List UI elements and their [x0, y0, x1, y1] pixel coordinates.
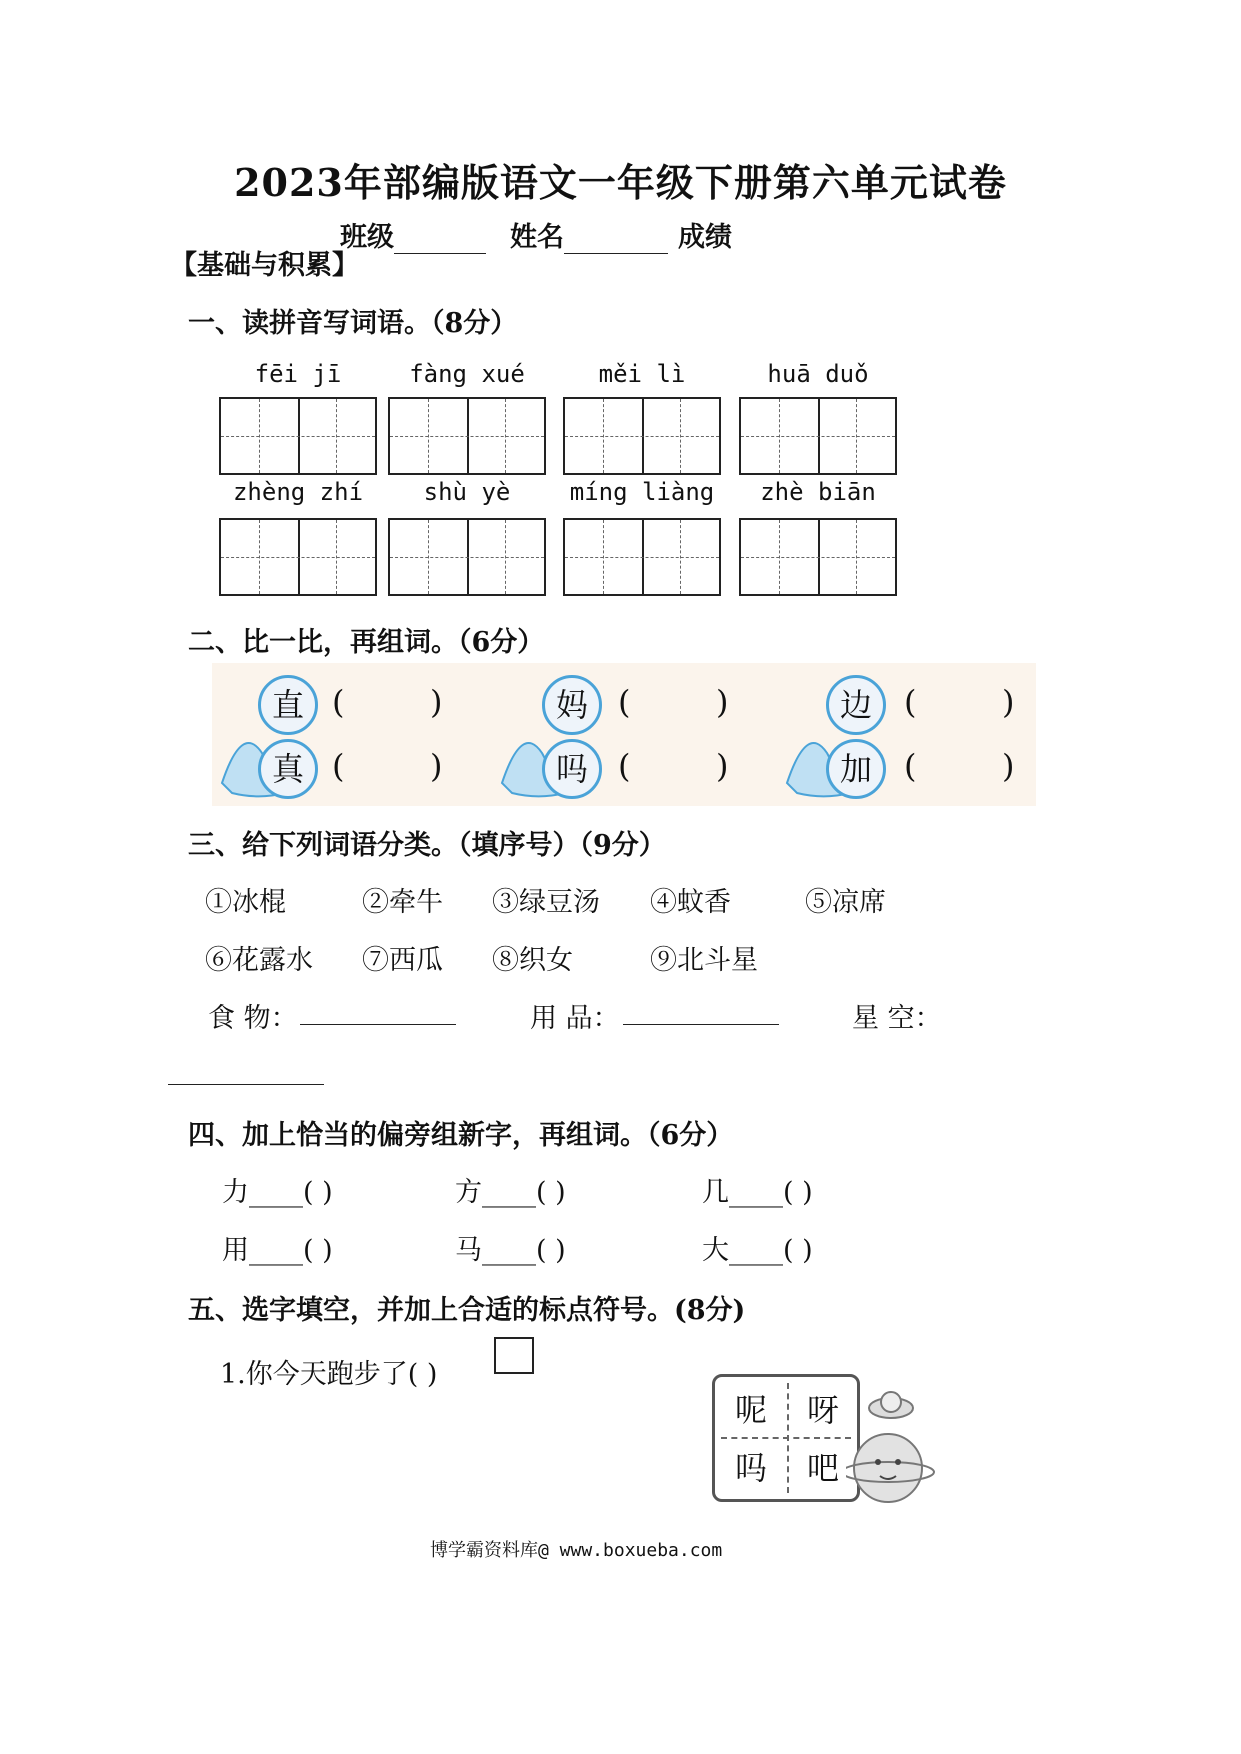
paren-open: ( — [332, 747, 345, 785]
compare-char-bottom-2: 吗 — [542, 739, 602, 799]
option-1: ①冰棍 — [205, 887, 286, 918]
paren-close: ) — [1002, 683, 1015, 721]
paren-open: ( — [904, 747, 917, 785]
radical-char: 方 — [455, 1177, 482, 1208]
radical-blank[interactable]: ____( ) — [482, 1235, 566, 1266]
radical-char: 大 — [702, 1235, 729, 1266]
paren-close: ) — [430, 683, 443, 721]
radical-item-1 — [222, 1170, 333, 1209]
pinyin-label: shù yè — [423, 478, 511, 506]
sentence-1: 1.你今天跑步了( ) — [220, 1359, 438, 1390]
footer-watermark: 博学霸资料库@ www.boxueba.com — [430, 1540, 723, 1561]
option-9: ⑨北斗星 — [650, 945, 758, 976]
class-blank[interactable] — [394, 227, 486, 254]
paren-open: ( — [904, 683, 917, 721]
paren-open: ( — [618, 747, 631, 785]
choice-char: 吧 — [806, 1449, 839, 1487]
paren-close: ) — [716, 683, 729, 721]
radical-blank[interactable]: ____( ) — [249, 1235, 333, 1266]
option-2: ②牵牛 — [362, 887, 443, 918]
radical-blank[interactable]: ____( ) — [482, 1177, 566, 1208]
option-3: ③绿豆汤 — [492, 887, 600, 918]
writing-grid[interactable] — [388, 397, 546, 475]
writing-grid[interactable] — [739, 397, 897, 475]
name-blank[interactable] — [564, 227, 668, 254]
q2-heading: 二、比一比，再组词。（6分） — [188, 627, 545, 658]
pinyin-label: měi lì — [598, 360, 686, 388]
class-field — [340, 215, 486, 254]
radical-char: 几 — [702, 1177, 729, 1208]
pinyin-label: fēi jī — [254, 360, 342, 388]
writing-grid[interactable] — [219, 518, 377, 596]
page-title: 2023年部编版语文一年级下册第六单元试卷 — [234, 160, 1007, 205]
option-7: ⑦西瓜 — [362, 945, 443, 976]
writing-grid[interactable] — [388, 518, 546, 596]
paren-close: ) — [430, 747, 443, 785]
pinyin-label: zhèng zhí — [232, 478, 364, 506]
category-sky-label: 星 空： — [852, 1003, 942, 1034]
compare-char-bottom-1: 真 — [258, 739, 318, 799]
option-6: ⑥花露水 — [205, 945, 313, 976]
writing-grid[interactable] — [563, 518, 721, 596]
writing-grid[interactable] — [563, 397, 721, 475]
radical-blank[interactable]: ____( ) — [249, 1177, 333, 1208]
compare-char-top-2: 妈 — [542, 675, 602, 735]
compare-char-top-1: 直 — [258, 675, 318, 735]
choice-char: 呀 — [806, 1391, 839, 1429]
compare-char-top-3: 边 — [826, 675, 886, 735]
choice-char: 呢 — [734, 1391, 767, 1429]
q4-heading: 四、加上恰当的偏旁组新字，再组词。（6分） — [188, 1120, 734, 1151]
part-label: 【基础与积累】 — [170, 250, 359, 281]
option-4: ④蚊香 — [650, 887, 731, 918]
radical-item-4 — [222, 1228, 333, 1267]
paren-open: ( — [332, 683, 345, 721]
paren-open: ( — [618, 683, 631, 721]
pinyin-label: zhè biān — [760, 478, 876, 506]
choice-char: 吗 — [734, 1449, 767, 1487]
category-sky-blank[interactable] — [168, 1058, 324, 1085]
choice-card — [712, 1374, 860, 1502]
radical-item-5 — [455, 1228, 566, 1267]
pinyin-label: míng liàng — [569, 478, 715, 506]
compare-panel — [212, 663, 1036, 806]
q1-heading: 一、读拼音写词语。（8分） — [188, 308, 518, 339]
name-label: 姓名 — [510, 222, 564, 253]
category-goods-blank[interactable] — [623, 998, 779, 1025]
radical-char: 用 — [222, 1235, 249, 1266]
q3-heading: 三、给下列词语分类。（填序号）（9分） — [188, 830, 666, 861]
radical-item-3 — [702, 1170, 813, 1209]
pinyin-label: fàng xué — [409, 360, 525, 388]
pinyin-label: huā duǒ — [767, 360, 869, 388]
compare-char-bottom-3: 加 — [826, 739, 886, 799]
option-5: ⑤凉席 — [805, 887, 886, 918]
writing-grid[interactable] — [739, 518, 897, 596]
radical-blank[interactable]: ____( ) — [729, 1177, 813, 1208]
category-goods-label: 用 品： — [530, 1003, 620, 1034]
radical-item-2 — [455, 1170, 566, 1209]
radical-blank[interactable]: ____( ) — [729, 1235, 813, 1266]
radical-item-6 — [702, 1228, 813, 1267]
writing-grid[interactable] — [219, 397, 377, 475]
score-label: 成绩 — [678, 222, 732, 253]
class-label: 班级 — [340, 222, 394, 253]
paren-close: ) — [716, 747, 729, 785]
option-8: ⑧织女 — [492, 945, 573, 976]
radical-char: 力 — [222, 1177, 249, 1208]
category-food-blank[interactable] — [300, 998, 456, 1025]
name-field — [510, 215, 668, 254]
radical-char: 马 — [455, 1235, 482, 1266]
category-food-label: 食 物： — [208, 1003, 298, 1034]
paren-close: ) — [1002, 747, 1015, 785]
q5-heading: 五、选字填空，并加上合适的标点符号。(8分) — [188, 1295, 746, 1326]
planet-icon — [846, 1380, 936, 1510]
punctuation-box[interactable] — [494, 1337, 534, 1374]
